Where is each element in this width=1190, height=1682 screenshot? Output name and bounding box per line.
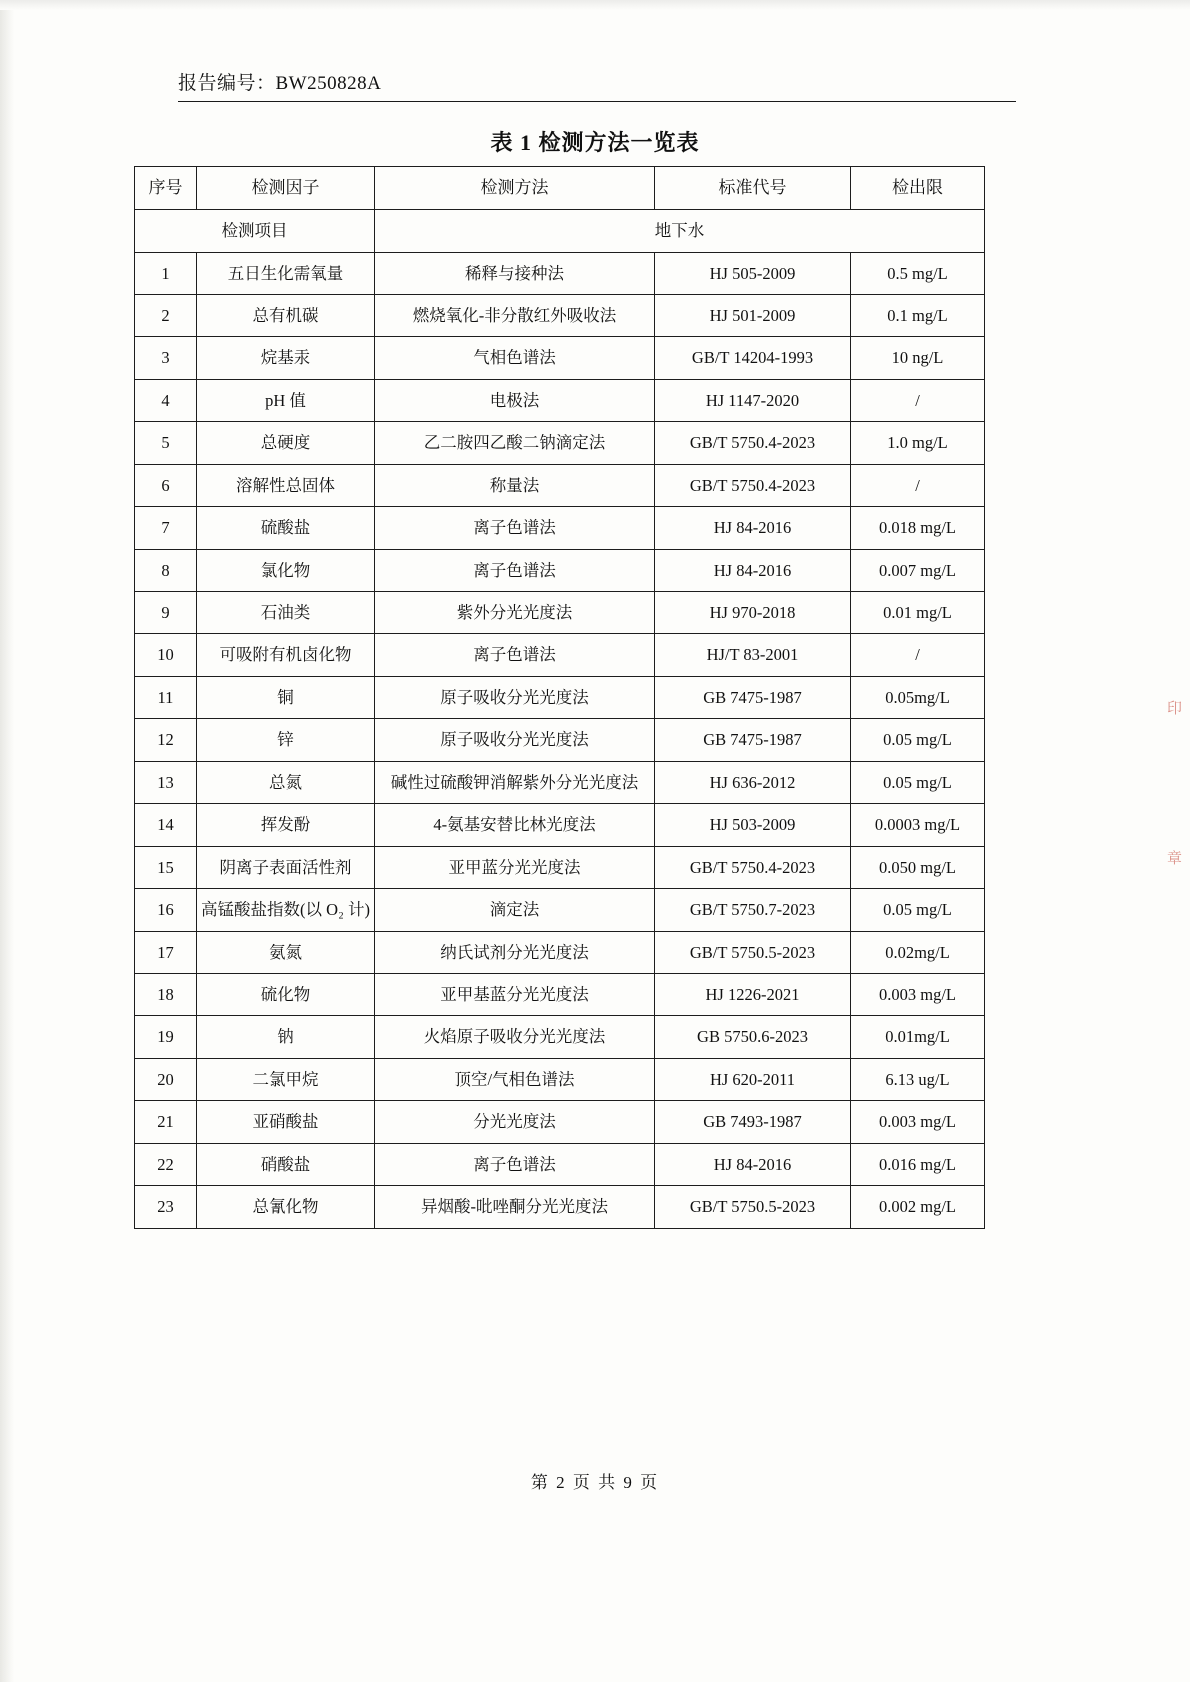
table-row bbox=[135, 507, 985, 549]
cell-code: HJ 84-2016 bbox=[655, 507, 851, 549]
table-header-row bbox=[135, 167, 985, 210]
cell-no: 20 bbox=[135, 1058, 197, 1100]
cell-limit: / bbox=[851, 634, 985, 676]
cell-code: GB/T 5750.7-2023 bbox=[655, 889, 851, 931]
table-row bbox=[135, 719, 985, 761]
cell-method: 离子色谱法 bbox=[375, 549, 655, 591]
cell-factor: 硫化物 bbox=[197, 973, 375, 1015]
cell-limit: 0.05 mg/L bbox=[851, 719, 985, 761]
subheader-value: 地下水 bbox=[375, 210, 985, 252]
cell-code: GB 5750.6-2023 bbox=[655, 1016, 851, 1058]
cell-method: 燃烧氧化-非分散红外吸收法 bbox=[375, 294, 655, 336]
cell-factor: 总有机碳 bbox=[197, 294, 375, 336]
cell-code: HJ 1226-2021 bbox=[655, 973, 851, 1015]
page-footer: 第 2 页 共 9 页 bbox=[530, 1473, 660, 1492]
cell-factor: 石油类 bbox=[197, 592, 375, 634]
cell-limit: 0.003 mg/L bbox=[851, 973, 985, 1015]
cell-no: 13 bbox=[135, 761, 197, 803]
stamp-mark-upper: 印 bbox=[1165, 700, 1181, 715]
cell-method: 乙二胺四乙酸二钠滴定法 bbox=[375, 422, 655, 464]
cell-no: 3 bbox=[135, 337, 197, 379]
cell-limit: 0.007 mg/L bbox=[851, 549, 985, 591]
table-row bbox=[135, 294, 985, 336]
cell-factor: 溶解性总固体 bbox=[197, 464, 375, 506]
cell-limit: 0.0003 mg/L bbox=[851, 804, 985, 846]
table-subheader-row bbox=[135, 210, 985, 252]
cell-method: 离子色谱法 bbox=[375, 634, 655, 676]
cell-limit: 0.018 mg/L bbox=[851, 507, 985, 549]
cell-no: 17 bbox=[135, 931, 197, 973]
table-row bbox=[135, 337, 985, 379]
cell-no: 4 bbox=[135, 379, 197, 421]
cell-code: HJ/T 83-2001 bbox=[655, 634, 851, 676]
cell-limit: 0.5 mg/L bbox=[851, 252, 985, 294]
cell-no: 15 bbox=[135, 846, 197, 888]
table-row bbox=[135, 846, 985, 888]
table-row bbox=[135, 379, 985, 421]
cell-method: 分光光度法 bbox=[375, 1101, 655, 1143]
table-row bbox=[135, 1101, 985, 1143]
cell-no: 1 bbox=[135, 252, 197, 294]
cell-factor: 五日生化需氧量 bbox=[197, 252, 375, 294]
column-header-method: 检测方法 bbox=[375, 167, 655, 210]
cell-code: HJ 970-2018 bbox=[655, 592, 851, 634]
cell-method: 亚甲蓝分光光度法 bbox=[375, 846, 655, 888]
cell-code: GB/T 5750.5-2023 bbox=[655, 1186, 851, 1228]
methods-table bbox=[134, 166, 985, 1229]
table-row bbox=[135, 1058, 985, 1100]
cell-no: 8 bbox=[135, 549, 197, 591]
cell-method: 称量法 bbox=[375, 464, 655, 506]
cell-code: GB/T 5750.5-2023 bbox=[655, 931, 851, 973]
cell-factor: 可吸附有机卤化物 bbox=[197, 634, 375, 676]
cell-limit: 0.05 mg/L bbox=[851, 889, 985, 931]
cell-no: 21 bbox=[135, 1101, 197, 1143]
cell-limit: 10 ng/L bbox=[851, 337, 985, 379]
cell-no: 9 bbox=[135, 592, 197, 634]
cell-method: 紫外分光光度法 bbox=[375, 592, 655, 634]
cell-code: HJ 503-2009 bbox=[655, 804, 851, 846]
cell-no: 10 bbox=[135, 634, 197, 676]
cell-method: 离子色谱法 bbox=[375, 1143, 655, 1185]
cell-factor: 挥发酚 bbox=[197, 804, 375, 846]
scan-edge-left bbox=[0, 0, 14, 1682]
cell-no: 18 bbox=[135, 973, 197, 1015]
cell-factor: 二氯甲烷 bbox=[197, 1058, 375, 1100]
cell-no: 6 bbox=[135, 464, 197, 506]
cell-factor: 高锰酸盐指数(以 O₂ 计) bbox=[197, 889, 375, 931]
header-divider bbox=[178, 101, 1016, 102]
table-row bbox=[135, 1016, 985, 1058]
cell-limit: / bbox=[851, 464, 985, 506]
report-number: 报告编号：BW250828A bbox=[178, 73, 382, 94]
cell-method: 亚甲基蓝分光光度法 bbox=[375, 973, 655, 1015]
table-body bbox=[135, 252, 985, 1228]
cell-factor: pH 值 bbox=[197, 379, 375, 421]
column-header-code: 标准代号 bbox=[655, 167, 851, 210]
cell-no: 12 bbox=[135, 719, 197, 761]
cell-limit: 1.0 mg/L bbox=[851, 422, 985, 464]
table-row bbox=[135, 973, 985, 1015]
stamp-mark-lower: 章 bbox=[1165, 850, 1181, 865]
table-row bbox=[135, 1143, 985, 1185]
table-row bbox=[135, 464, 985, 506]
cell-limit: 0.002 mg/L bbox=[851, 1186, 985, 1228]
cell-method: 滴定法 bbox=[375, 889, 655, 931]
cell-code: HJ 505-2009 bbox=[655, 252, 851, 294]
cell-limit: / bbox=[851, 379, 985, 421]
cell-factor: 硫酸盐 bbox=[197, 507, 375, 549]
cell-factor: 铜 bbox=[197, 676, 375, 718]
cell-code: GB 7475-1987 bbox=[655, 676, 851, 718]
cell-factor: 氨氮 bbox=[197, 931, 375, 973]
table-row bbox=[135, 889, 985, 931]
page-title: 表 1 检测方法一览表 bbox=[490, 130, 700, 155]
cell-code: HJ 620-2011 bbox=[655, 1058, 851, 1100]
scan-edge-top bbox=[0, 0, 1190, 10]
table-row bbox=[135, 931, 985, 973]
cell-method: 稀释与接种法 bbox=[375, 252, 655, 294]
cell-code: HJ 1147-2020 bbox=[655, 379, 851, 421]
cell-factor: 总硬度 bbox=[197, 422, 375, 464]
cell-code: GB 7493-1987 bbox=[655, 1101, 851, 1143]
table-row bbox=[135, 676, 985, 718]
cell-no: 19 bbox=[135, 1016, 197, 1058]
cell-limit: 0.05mg/L bbox=[851, 676, 985, 718]
cell-code: HJ 501-2009 bbox=[655, 294, 851, 336]
document-header bbox=[178, 68, 1016, 102]
subheader-label: 检测项目 bbox=[135, 210, 375, 252]
cell-limit: 0.1 mg/L bbox=[851, 294, 985, 336]
cell-factor: 硝酸盐 bbox=[197, 1143, 375, 1185]
cell-method: 原子吸收分光光度法 bbox=[375, 676, 655, 718]
cell-method: 原子吸收分光光度法 bbox=[375, 719, 655, 761]
table-row bbox=[135, 549, 985, 591]
cell-method: 纳氏试剂分光光度法 bbox=[375, 931, 655, 973]
cell-no: 22 bbox=[135, 1143, 197, 1185]
cell-code: GB/T 5750.4-2023 bbox=[655, 846, 851, 888]
column-header-no: 序号 bbox=[135, 167, 197, 210]
cell-method: 异烟酸-吡唑酮分光光度法 bbox=[375, 1186, 655, 1228]
cell-no: 14 bbox=[135, 804, 197, 846]
cell-factor: 阴离子表面活性剂 bbox=[197, 846, 375, 888]
cell-method: 碱性过硫酸钾消解紫外分光光度法 bbox=[375, 761, 655, 803]
cell-method: 气相色谱法 bbox=[375, 337, 655, 379]
cell-no: 5 bbox=[135, 422, 197, 464]
table-row bbox=[135, 761, 985, 803]
cell-code: HJ 636-2012 bbox=[655, 761, 851, 803]
cell-limit: 0.01 mg/L bbox=[851, 592, 985, 634]
column-header-factor: 检测因子 bbox=[197, 167, 375, 210]
cell-no: 16 bbox=[135, 889, 197, 931]
cell-no: 23 bbox=[135, 1186, 197, 1228]
cell-code: GB/T 5750.4-2023 bbox=[655, 422, 851, 464]
cell-limit: 6.13 ug/L bbox=[851, 1058, 985, 1100]
table-row bbox=[135, 634, 985, 676]
cell-method: 离子色谱法 bbox=[375, 507, 655, 549]
cell-method: 顶空/气相色谱法 bbox=[375, 1058, 655, 1100]
cell-factor: 总氰化物 bbox=[197, 1186, 375, 1228]
cell-factor: 钠 bbox=[197, 1016, 375, 1058]
cell-limit: 0.01mg/L bbox=[851, 1016, 985, 1058]
cell-method: 火焰原子吸收分光光度法 bbox=[375, 1016, 655, 1058]
cell-method: 电极法 bbox=[375, 379, 655, 421]
cell-limit: 0.050 mg/L bbox=[851, 846, 985, 888]
cell-code: GB/T 14204-1993 bbox=[655, 337, 851, 379]
table-row bbox=[135, 592, 985, 634]
cell-code: GB 7475-1987 bbox=[655, 719, 851, 761]
cell-code: GB/T 5750.4-2023 bbox=[655, 464, 851, 506]
table-row bbox=[135, 252, 985, 294]
cell-code: HJ 84-2016 bbox=[655, 1143, 851, 1185]
cell-no: 11 bbox=[135, 676, 197, 718]
cell-code: HJ 84-2016 bbox=[655, 549, 851, 591]
cell-no: 2 bbox=[135, 294, 197, 336]
cell-limit: 0.02mg/L bbox=[851, 931, 985, 973]
cell-factor: 氯化物 bbox=[197, 549, 375, 591]
cell-no: 7 bbox=[135, 507, 197, 549]
cell-method: 4-氨基安替比林光度法 bbox=[375, 804, 655, 846]
cell-limit: 0.05 mg/L bbox=[851, 761, 985, 803]
column-header-limit: 检出限 bbox=[851, 167, 985, 210]
cell-limit: 0.016 mg/L bbox=[851, 1143, 985, 1185]
table-row bbox=[135, 1186, 985, 1228]
table-row bbox=[135, 804, 985, 846]
table-row bbox=[135, 422, 985, 464]
cell-limit: 0.003 mg/L bbox=[851, 1101, 985, 1143]
cell-factor: 总氮 bbox=[197, 761, 375, 803]
cell-factor: 烷基汞 bbox=[197, 337, 375, 379]
cell-factor: 亚硝酸盐 bbox=[197, 1101, 375, 1143]
cell-factor: 锌 bbox=[197, 719, 375, 761]
